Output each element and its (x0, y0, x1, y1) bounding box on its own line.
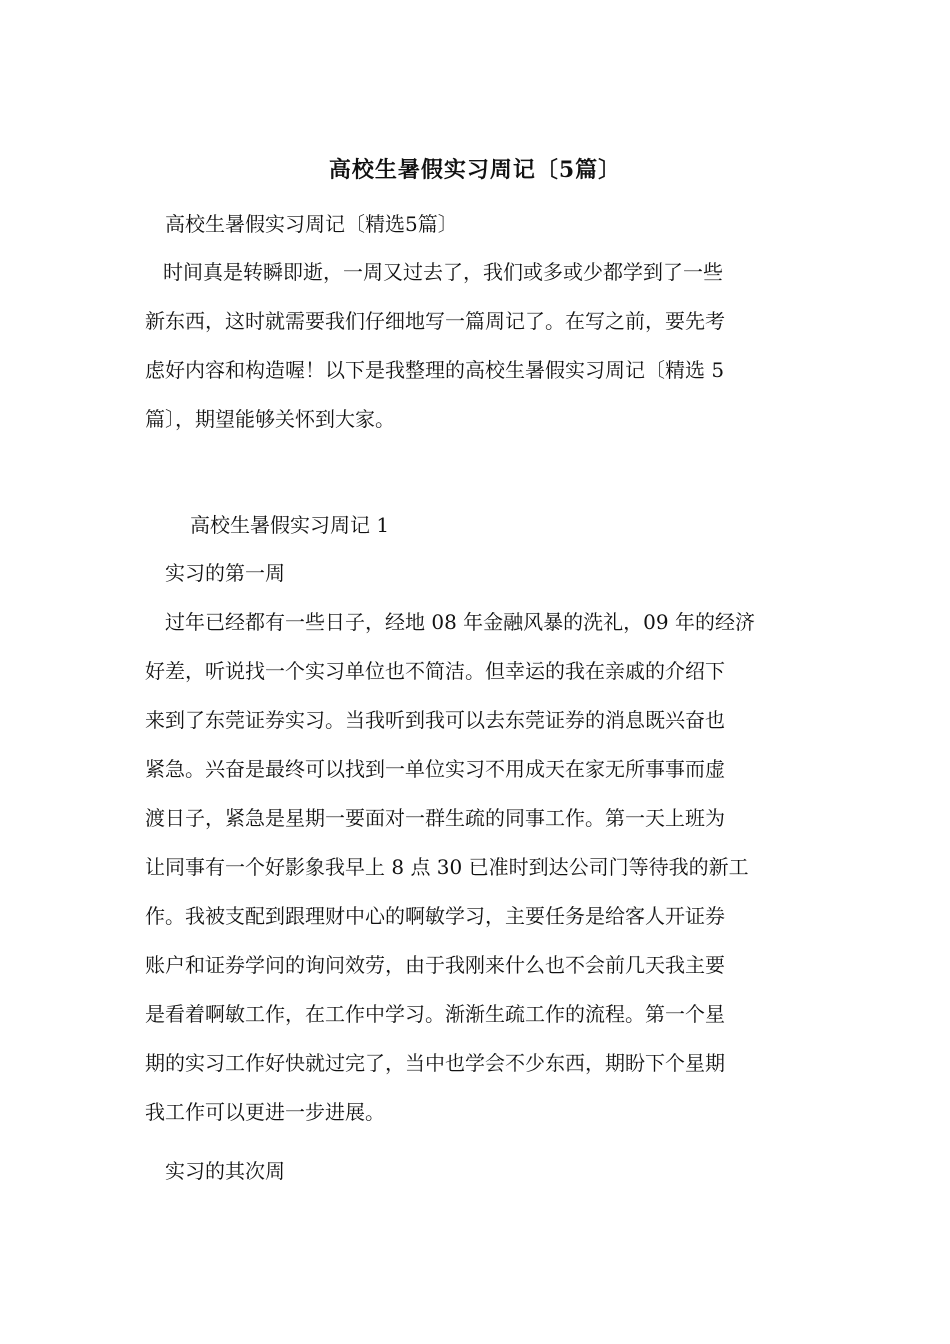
week1-line: 过年已经都有一些日子，经地 08 年金融风暴的洗礼，09 年的经济 (165, 610, 755, 634)
week1-line: 渡日子，紧急是星期一要面对一群生疏的同事工作。第一天上班为 (145, 806, 725, 830)
section-heading: 高校生暑假实习周记 1 (190, 513, 390, 537)
week1-line: 让同事有一个好影象我早上 8 点 30 已准时到达公司门等待我的新工 (145, 855, 749, 879)
week1-line: 好差，听说找一个实习单位也不简洁。但幸运的我在亲戚的介绍下 (145, 659, 725, 683)
intro-paragraph (145, 248, 810, 444)
week2-heading: 实习的其次周 (165, 1159, 285, 1183)
intro-line: 新东西，这时就需要我们仔细地写一篇周记了。在写之前，要先考 (145, 309, 725, 333)
intro-line: 时间真是转瞬即逝，一周又过去了，我们或多或少都学到了一些 (163, 260, 723, 284)
intro-line: 虑好内容和构造喔！以下是我整理的高校生暑假实习周记〔精选 5 (145, 358, 725, 382)
intro-line: 篇〕，期望能够关怀到大家。 (145, 407, 395, 431)
document-title: 高校生暑假实习周记〔5篇〕 (328, 157, 622, 183)
week1-line: 是看着啊敏工作，在工作中学习。渐渐生疏工作的流程。第一个星 (145, 1002, 725, 1026)
week1-line: 作。我被支配到跟理财中心的啊敏学习，主要任务是给客人开证券 (145, 904, 725, 928)
week1-line: 账户和证券学问的询问效劳，由于我刚来什么也不会前几天我主要 (145, 953, 725, 977)
week1-line: 期的实习工作好快就过完了，当中也学会不少东西，期盼下个星期 (145, 1051, 725, 1075)
week1-line: 来到了东莞证券实习。当我听到我可以去东莞证券的消息既兴奋也 (145, 708, 725, 732)
week1-heading: 实习的第一周 (165, 561, 285, 585)
week1-line: 我工作可以更进一步进展。 (145, 1100, 385, 1124)
week1-line: 紧急。兴奋是最终可以找到一单位实习不用成天在家无所事事而虚 (145, 757, 725, 781)
week1-paragraph (145, 598, 810, 1137)
document-subtitle: 高校生暑假实习周记〔精选5篇〕 (165, 212, 458, 236)
